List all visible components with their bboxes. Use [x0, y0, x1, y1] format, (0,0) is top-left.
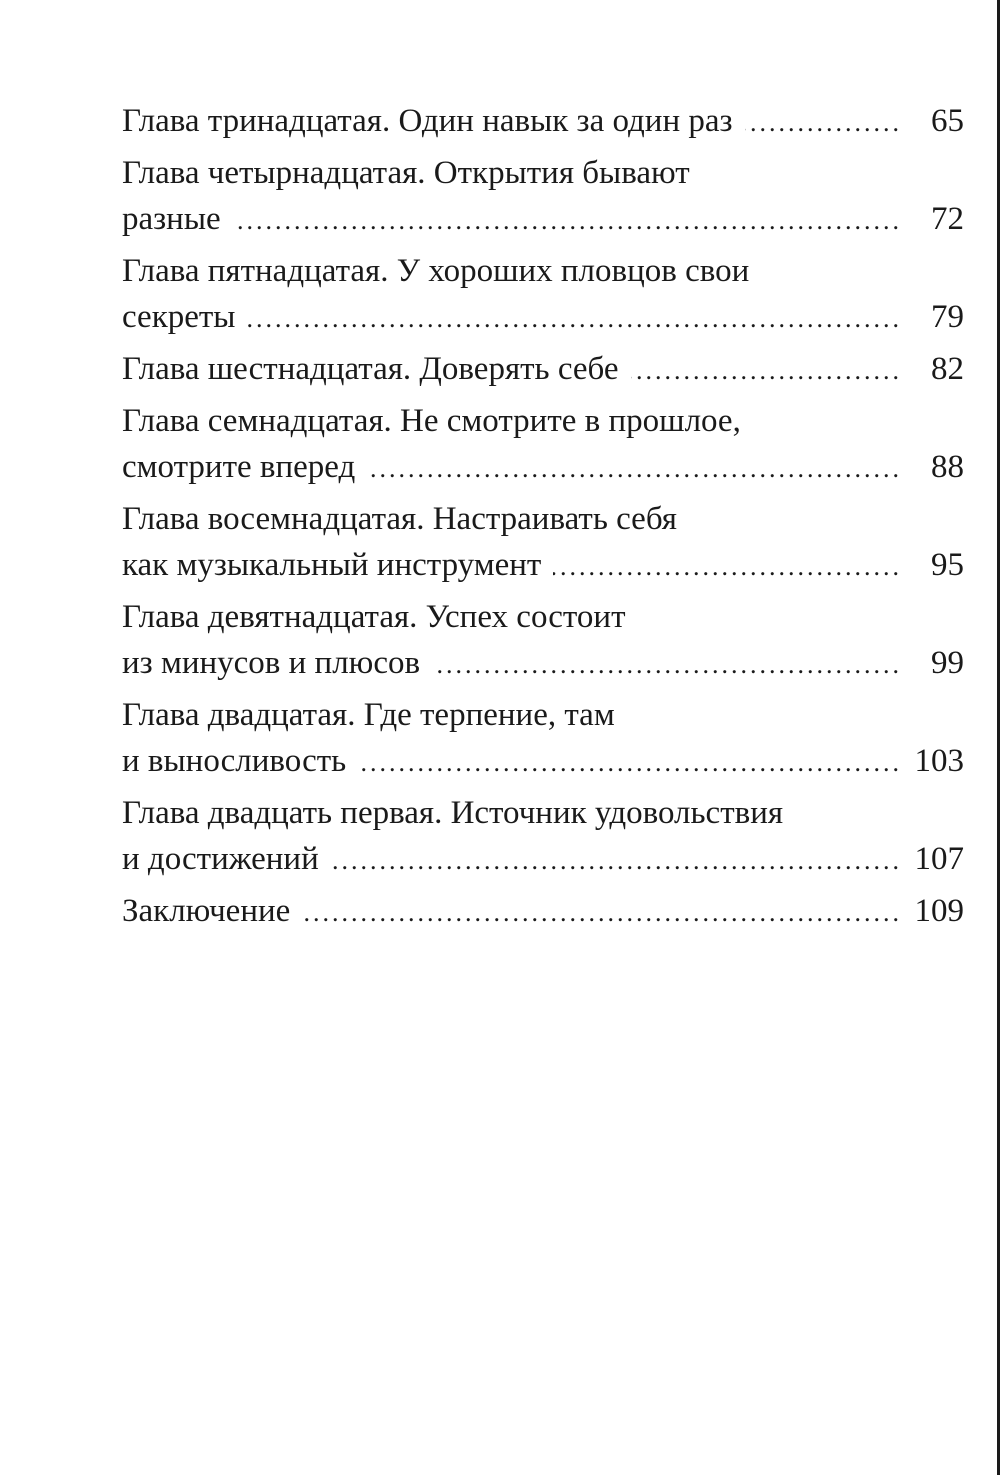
toc-page-number: 99	[931, 645, 964, 681]
toc-entry[interactable]	[122, 692, 964, 784]
dot-leader	[247, 296, 902, 342]
toc-entry[interactable]	[122, 248, 964, 340]
toc-page-number: 82	[931, 351, 964, 387]
toc-entry-title: Глава шестнадцатая. Доверять себе	[122, 351, 619, 387]
toc-page-number: 88	[931, 449, 964, 485]
toc-entry[interactable]	[122, 398, 964, 490]
dot-leader	[302, 890, 902, 936]
toc-entry[interactable]	[122, 888, 964, 934]
toc-entry[interactable]	[122, 98, 964, 144]
toc-entry-title-continued: и достижений	[122, 841, 319, 877]
toc-entry-title: Глава девятнадцатая. Успех состоит	[122, 599, 626, 635]
toc-page-number: 109	[914, 893, 964, 929]
toc-page-number: 65	[931, 103, 964, 139]
toc-entry-title: Глава тринадцатая. Один навык за один раз	[122, 103, 733, 139]
toc-page-number: 79	[931, 299, 964, 335]
toc-entry[interactable]	[122, 790, 964, 882]
dot-leader	[553, 544, 902, 590]
toc-entry[interactable]	[122, 346, 964, 392]
toc-entry[interactable]	[122, 496, 964, 588]
dot-leader	[358, 740, 902, 786]
toc-entry-title-continued: как музыкальный инструмент	[122, 547, 542, 583]
dot-leader	[432, 642, 902, 688]
dot-leader	[331, 838, 902, 884]
toc-entry-title: Глава двадцатая. Где терпение, там	[122, 697, 615, 733]
toc-entry[interactable]	[122, 594, 964, 686]
toc-entry-title: Глава восемнадцатая. Настраивать себя	[122, 501, 677, 537]
dot-leader	[631, 348, 902, 394]
toc-entry-title-continued: и выносливость	[122, 743, 347, 779]
toc-entry-title: Глава четырнадцатая. Открытия бывают	[122, 155, 690, 191]
toc-entry-title-continued: из минусов и плюсов	[122, 645, 421, 681]
toc-entry-title: Глава двадцать первая. Источник удовольствия	[122, 795, 784, 831]
toc-entry-title: Глава семнадцатая. Не смотрите в прошлое,	[122, 403, 741, 439]
toc-entry-title-continued: разные	[122, 201, 221, 237]
toc-entry-title-continued: смотрите вперед	[122, 449, 356, 485]
toc-entry-title-continued: секреты	[122, 299, 236, 335]
table-of-contents	[122, 98, 964, 940]
toc-entry-title: Заключение	[122, 893, 291, 929]
toc-page-number: 107	[914, 841, 964, 877]
toc-entry-title: Глава пятнадцатая. У хороших пловцов свои	[122, 253, 750, 289]
toc-page-number: 95	[931, 547, 964, 583]
dot-leader	[745, 100, 902, 146]
toc-page-number: 72	[931, 201, 964, 237]
dot-leader	[367, 446, 902, 492]
dot-leader	[233, 198, 902, 244]
toc-page-number: 103	[914, 743, 964, 779]
toc-entry[interactable]	[122, 150, 964, 242]
